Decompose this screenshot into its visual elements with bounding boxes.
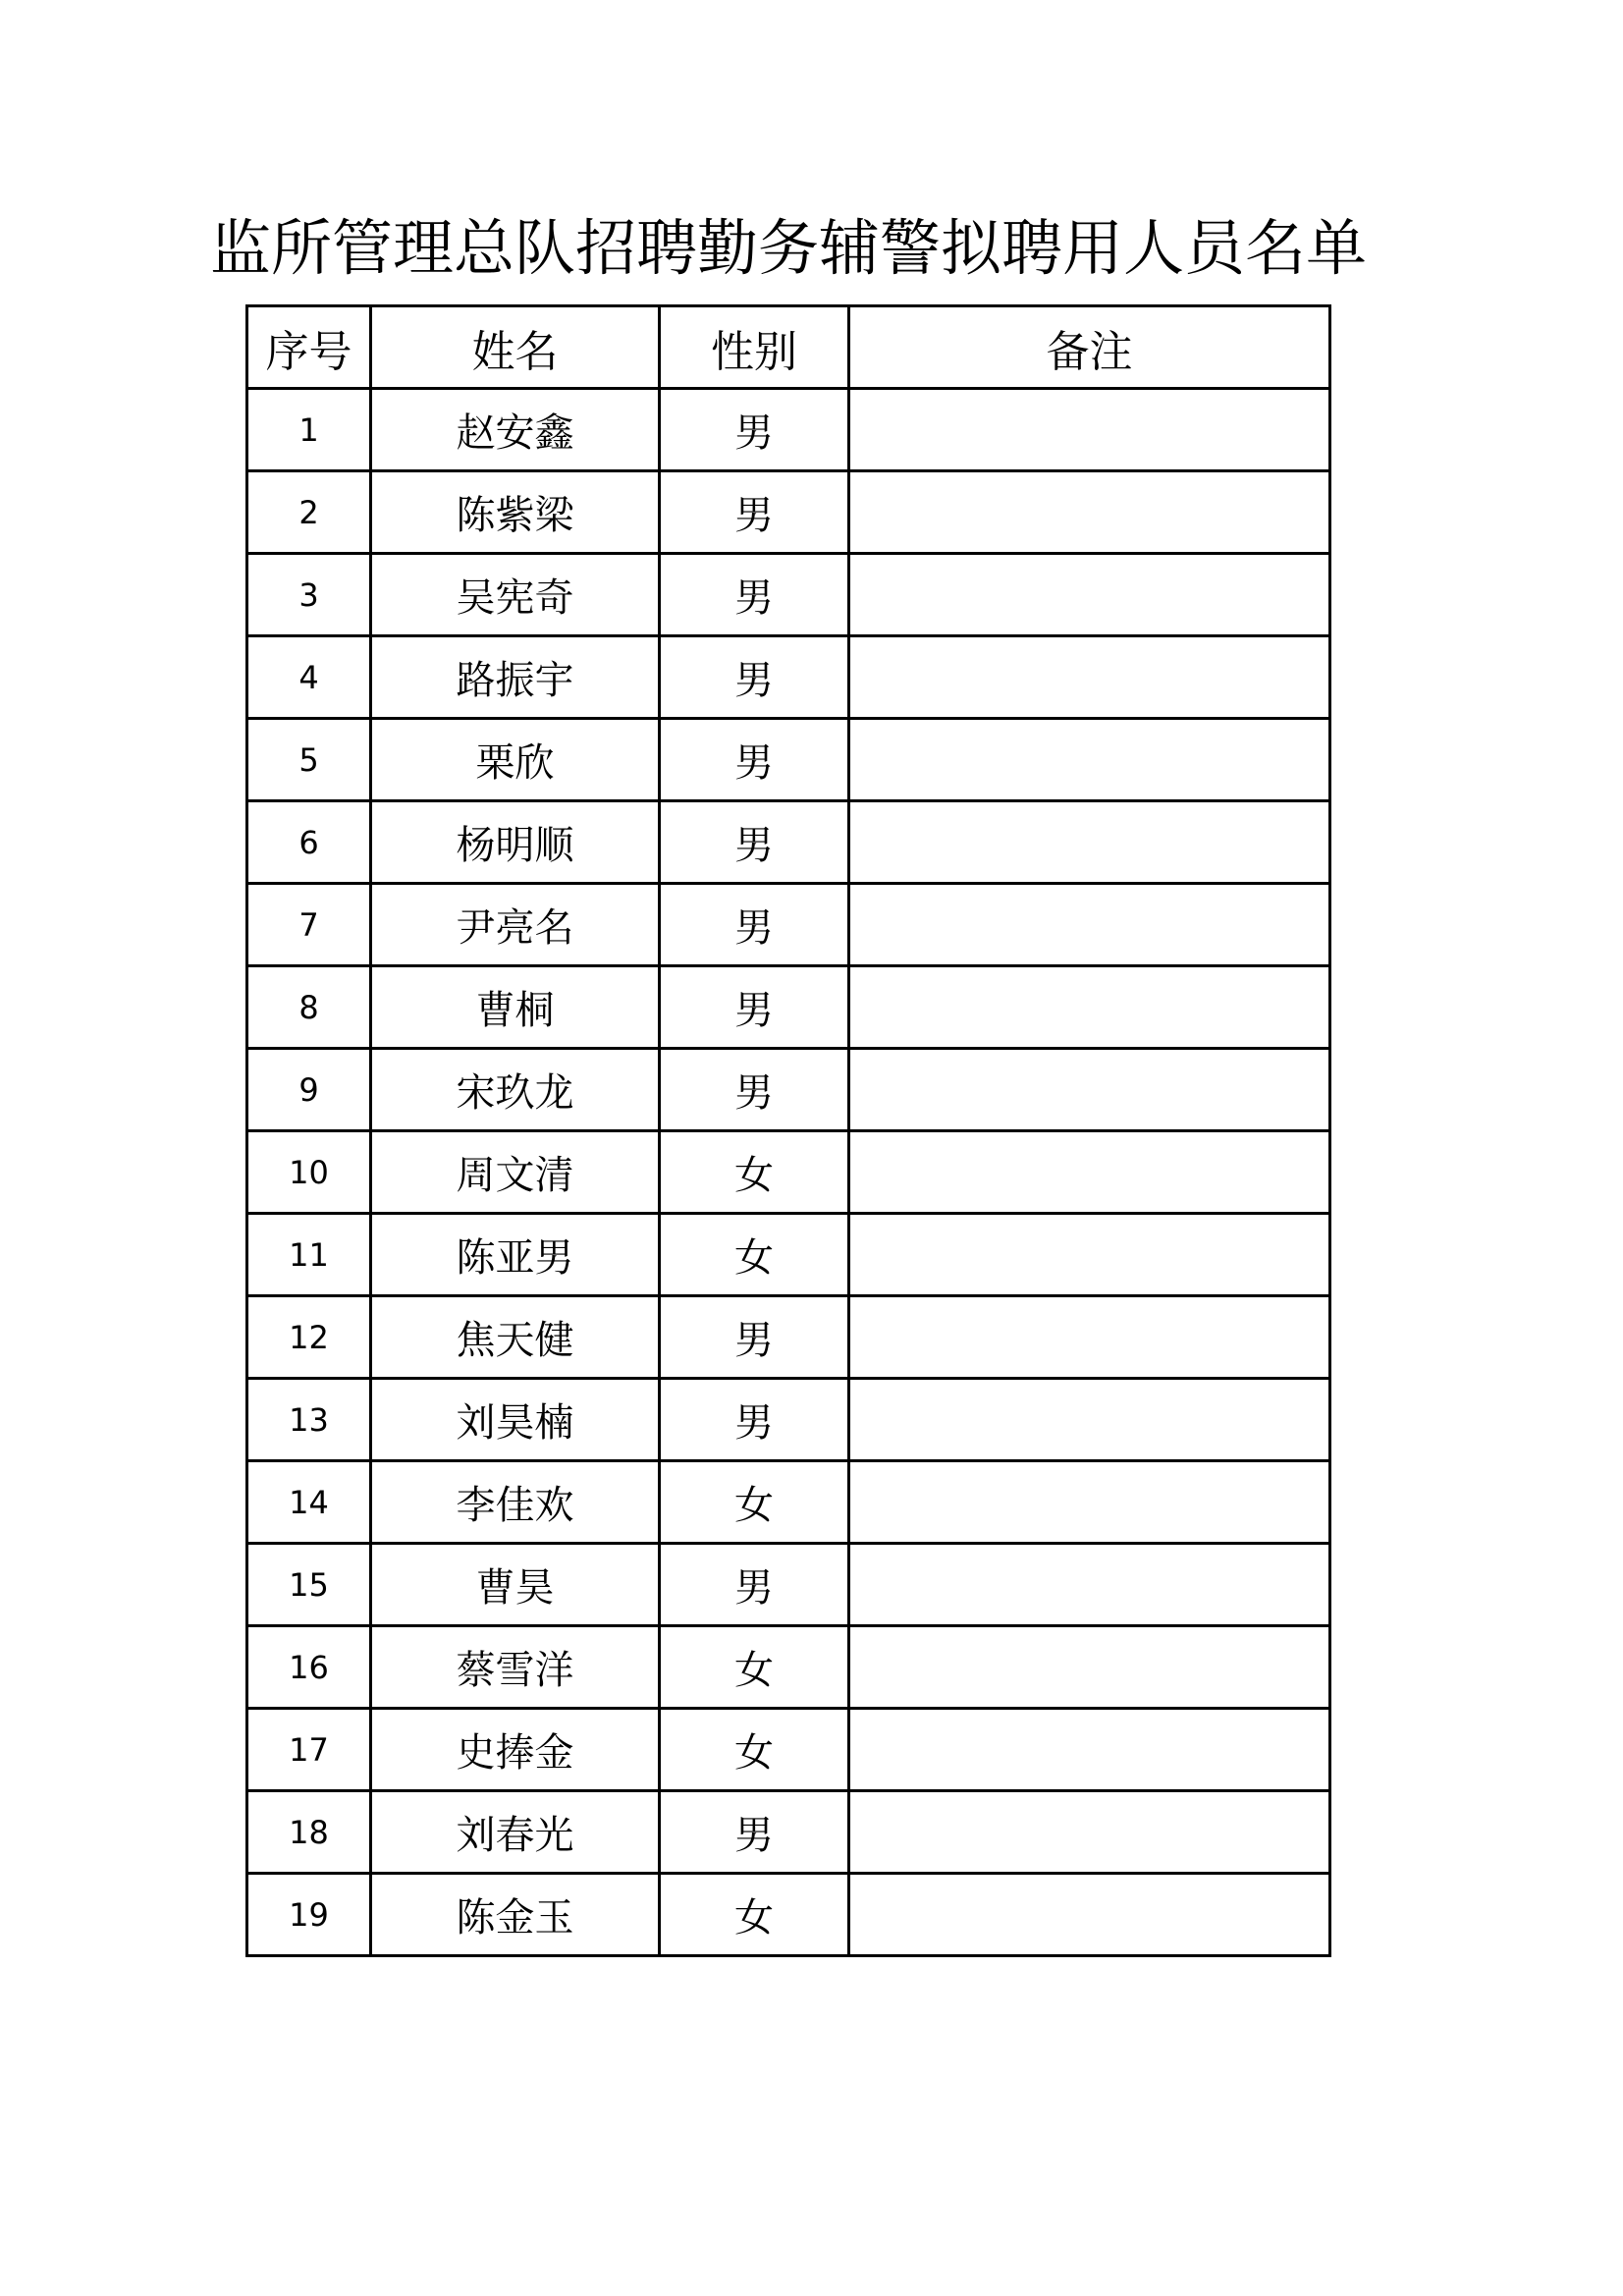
gender-cell: 男 [660, 884, 849, 966]
table-row [247, 1214, 1330, 1296]
serial-number-cell: 1 [247, 389, 371, 471]
gender-cell: 男 [660, 719, 849, 801]
table-row [247, 1461, 1330, 1544]
gender-cell: 女 [660, 1709, 849, 1791]
name-cell: 周文清 [371, 1131, 660, 1214]
gender-cell: 男 [660, 389, 849, 471]
table-row [247, 1544, 1330, 1626]
serial-number-cell: 17 [247, 1709, 371, 1791]
name-cell: 焦天健 [371, 1296, 660, 1379]
name-cell: 李佳欢 [371, 1461, 660, 1544]
name-cell: 曹昊 [371, 1544, 660, 1626]
table-row [247, 389, 1330, 471]
gender-cell: 女 [660, 1131, 849, 1214]
personnel-table [245, 304, 1331, 1957]
gender-cell: 男 [660, 554, 849, 636]
name-cell: 陈亚男 [371, 1214, 660, 1296]
table-row [247, 471, 1330, 554]
table-row [247, 554, 1330, 636]
gender-cell: 女 [660, 1214, 849, 1296]
serial-number-cell: 15 [247, 1544, 371, 1626]
serial-number-cell: 7 [247, 884, 371, 966]
remarks-cell [849, 1461, 1330, 1544]
remarks-cell [849, 1049, 1330, 1131]
remarks-cell [849, 884, 1330, 966]
remarks-cell [849, 1709, 1330, 1791]
table-row [247, 1626, 1330, 1709]
gender-cell: 男 [660, 1296, 849, 1379]
serial-number-cell: 10 [247, 1131, 371, 1214]
table-row [247, 1296, 1330, 1379]
remarks-cell [849, 719, 1330, 801]
name-cell: 蔡雪洋 [371, 1626, 660, 1709]
gender-cell: 男 [660, 1049, 849, 1131]
table-row [247, 636, 1330, 719]
remarks-cell [849, 801, 1330, 884]
table-body [247, 389, 1330, 1956]
table-row [247, 1049, 1330, 1131]
remarks-cell [849, 1379, 1330, 1461]
remarks-cell [849, 1791, 1330, 1874]
gender-cell: 男 [660, 1544, 849, 1626]
remarks-cell [849, 1626, 1330, 1709]
table-row [247, 1874, 1330, 1956]
table-row [247, 719, 1330, 801]
name-cell: 吴宪奇 [371, 554, 660, 636]
gender-cell: 男 [660, 636, 849, 719]
serial-number-cell: 8 [247, 966, 371, 1049]
gender-cell: 女 [660, 1626, 849, 1709]
serial-number-cell: 19 [247, 1874, 371, 1956]
table-row [247, 1791, 1330, 1874]
remarks-cell [849, 1544, 1330, 1626]
gender-cell: 男 [660, 1379, 849, 1461]
table-row [247, 801, 1330, 884]
name-cell: 赵安鑫 [371, 389, 660, 471]
header-gender: 性别 [660, 306, 849, 389]
remarks-cell [849, 389, 1330, 471]
gender-cell: 男 [660, 471, 849, 554]
gender-cell: 男 [660, 1791, 849, 1874]
header-remarks: 备注 [849, 306, 1330, 389]
remarks-cell [849, 1214, 1330, 1296]
name-cell: 栗欣 [371, 719, 660, 801]
name-cell: 尹亮名 [371, 884, 660, 966]
table-row [247, 966, 1330, 1049]
name-cell: 刘春光 [371, 1791, 660, 1874]
table-row [247, 884, 1330, 966]
remarks-cell [849, 966, 1330, 1049]
name-cell: 陈金玉 [371, 1874, 660, 1956]
remarks-cell [849, 1296, 1330, 1379]
table-row [247, 1131, 1330, 1214]
header-name: 姓名 [371, 306, 660, 389]
name-cell: 陈紫梁 [371, 471, 660, 554]
gender-cell: 女 [660, 1874, 849, 1956]
serial-number-cell: 12 [247, 1296, 371, 1379]
remarks-cell [849, 471, 1330, 554]
serial-number-cell: 3 [247, 554, 371, 636]
serial-number-cell: 18 [247, 1791, 371, 1874]
serial-number-cell: 2 [247, 471, 371, 554]
document-title: 监所管理总队招聘勤务辅警拟聘用人员名单 [209, 212, 1367, 284]
gender-cell: 女 [660, 1461, 849, 1544]
name-cell: 杨明顺 [371, 801, 660, 884]
gender-cell: 男 [660, 966, 849, 1049]
gender-cell: 男 [660, 801, 849, 884]
serial-number-cell: 9 [247, 1049, 371, 1131]
serial-number-cell: 13 [247, 1379, 371, 1461]
table-row [247, 1709, 1330, 1791]
serial-number-cell: 4 [247, 636, 371, 719]
name-cell: 刘昊楠 [371, 1379, 660, 1461]
serial-number-cell: 11 [247, 1214, 371, 1296]
name-cell: 路振宇 [371, 636, 660, 719]
serial-number-cell: 16 [247, 1626, 371, 1709]
remarks-cell [849, 1131, 1330, 1214]
table-row [247, 1379, 1330, 1461]
remarks-cell [849, 1874, 1330, 1956]
remarks-cell [849, 636, 1330, 719]
name-cell: 宋玖龙 [371, 1049, 660, 1131]
serial-number-cell: 5 [247, 719, 371, 801]
name-cell: 曹桐 [371, 966, 660, 1049]
serial-number-cell: 14 [247, 1461, 371, 1544]
header-serial-number: 序号 [247, 306, 371, 389]
table-header-row [247, 306, 1330, 389]
remarks-cell [849, 554, 1330, 636]
serial-number-cell: 6 [247, 801, 371, 884]
name-cell: 史捧金 [371, 1709, 660, 1791]
